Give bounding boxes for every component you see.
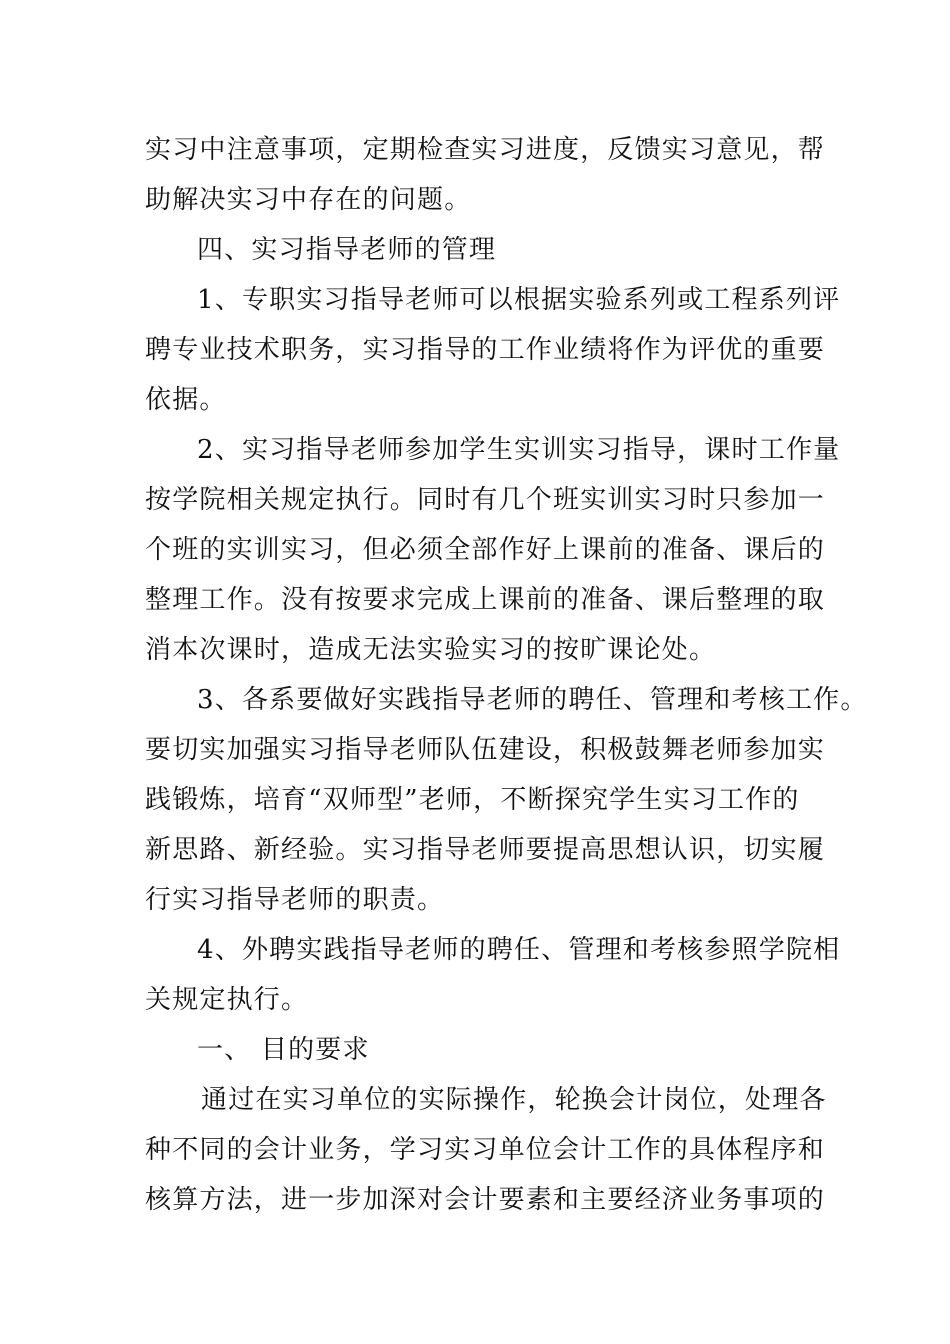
text-line-11: 消本次课时，造成无法实验实习的按旷课论处。	[145, 635, 717, 665]
text-line-13: 要切实加强实习指导老师队伍建设，积极鼓舞老师参加实	[145, 735, 826, 765]
text-line-8: 按学院相关规定执行。同时有几个班实训实习时只参加一	[145, 485, 826, 515]
text-line-2: 助解决实习中存在的问题。	[145, 185, 472, 215]
text-line-15: 新思路、新经验。实习指导老师要提高思想认识，切实履	[145, 835, 826, 865]
section-heading-1: 一、 目的要求	[197, 1035, 370, 1065]
text-line-1: 实习中注意事项，定期检查实习进度，反馈实习意见，帮	[145, 135, 826, 165]
text-line-16: 行实习指导老师的职责。	[145, 885, 445, 915]
text-line-18: 关规定执行。	[145, 985, 309, 1015]
text-line-7: 2、实习指导老师参加学生实训实习指导，课时工作量	[197, 435, 841, 465]
text-line-10: 整理工作。没有按要求完成上课前的准备、课后整理的取	[145, 585, 826, 615]
text-line-12: 3、各系要做好实践指导老师的聘任、管理和考核工作。	[197, 685, 868, 715]
text-line-5: 聘专业技术职务，实习指导的工作业绩将作为评优的重要	[145, 335, 826, 365]
text-line-20: 通过在实习单位的实际操作，轮换会计岗位，处理各	[201, 1085, 827, 1115]
text-line-4: 1、专职实习指导老师可以根据实验系列或工程系列评	[197, 285, 841, 315]
text-line-17: 4、外聘实践指导老师的聘任、管理和考核参照学院相	[197, 935, 841, 965]
text-line-9: 个班的实训实习，但必须全部作好上课前的准备、课后的	[145, 535, 826, 565]
text-line-14: 践锻炼，培育“双师型”老师，不断探究学生实习工作的	[145, 785, 800, 815]
text-line-6: 依据。	[145, 385, 227, 415]
text-line-21: 种不同的会计业务，学习实习单位会计工作的具体程序和	[145, 1135, 826, 1165]
text-line-22: 核算方法，进一步加深对会计要素和主要经济业务事项的	[145, 1185, 826, 1215]
section-heading-4: 四、实习指导老师的管理	[197, 235, 497, 265]
